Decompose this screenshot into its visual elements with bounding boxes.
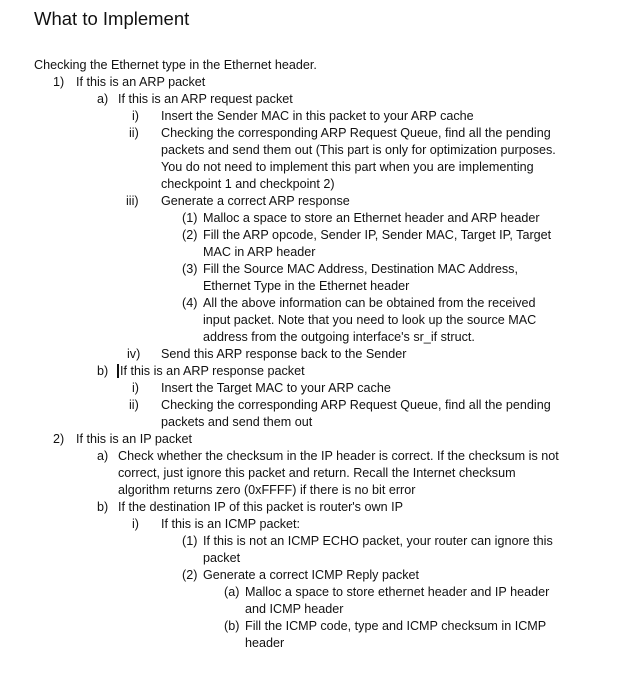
list-marker-1a-iii: iii) [126,194,139,208]
list-marker-1b: b) [97,364,109,378]
icmp-step-line: Generate a correct ICMP Reply packet [203,568,420,582]
list-marker-2b-i: i) [132,517,139,531]
arp-response-heading: If this is an ARP response packet [120,364,305,378]
list-marker-step-2: (2) [182,228,198,242]
list-marker-icmp-step-1: (1) [182,534,198,548]
text-cursor [117,364,119,378]
icmp-substep-line: and ICMP header [245,602,344,616]
icmp-substep-line: Fill the ICMP code, type and ICMP checksum in ICMP [245,619,547,633]
list-marker-step-1: (1) [182,211,198,225]
arp-response-substep-line: Malloc a space to store an Ethernet header and ARP header [203,211,540,225]
arp-response-substep-line: All the above information can be obtained from the received [203,296,536,310]
icmp-step-line: If this is not an ICMP ECHO packet, your router can ignore this [203,534,553,548]
icmp-substep-line: Malloc a space to store ethernet header and IP header [245,585,550,599]
ip-checksum-line: Check whether the checksum in the IP header is correct. If the checksum is not [118,449,559,463]
arp-request-step-iv: Send this ARP response back to the Sender [161,347,407,361]
list-marker-1b-i: i) [132,381,139,395]
list-marker-step-4: (4) [182,296,198,310]
page-title: What to Implement [34,8,190,29]
arp-response-step-i: Insert the Target MAC to your ARP cache [161,381,391,395]
intro-text: Checking the Ethernet type in the Ethernet header. [34,58,317,72]
arp-request-heading: If this is an ARP request packet [118,92,293,106]
ip-heading: If this is an IP packet [76,432,192,446]
list-marker-step-3: (3) [182,262,198,276]
ip-destination-heading: If the destination IP of this packet is router's own IP [118,500,403,514]
arp-request-step-ii-line: Checking the corresponding ARP Request Queue, find all the pending [161,126,551,140]
arp-heading: If this is an ARP packet [76,75,206,89]
list-marker-icmp-substep-a: (a) [224,585,240,599]
list-marker-icmp-substep-b: (b) [224,619,240,633]
arp-response-substep-line: address from the outgoing interface's sr_if struct. [203,330,475,344]
ip-checksum-line: correct, just ignore this packet and return. Recall the Internet checksum [118,466,516,480]
icmp-heading: If this is an ICMP packet: [161,517,301,531]
arp-response-substep-line: MAC in ARP header [203,245,316,259]
list-marker-2: 2) [53,432,65,446]
arp-request-step-ii-line: checkpoint 1 and checkpoint 2) [161,177,335,191]
ip-checksum-line: algorithm returns zero (0xFFFF) if there is no bit error [118,483,416,497]
arp-response-substep-line: input packet. Note that you need to look up the source MAC [203,313,537,327]
list-marker-2b: b) [97,500,109,514]
list-marker-1: 1) [53,75,65,89]
list-marker-icmp-step-2: (2) [182,568,198,582]
arp-request-step-ii-line: You do not need to implement this part when you are implementing [161,160,534,174]
list-marker-1a: a) [97,92,109,106]
arp-response-step-ii-line: Checking the corresponding ARP Request Queue, find all the pending [161,398,551,412]
list-marker-1b-ii: ii) [129,398,139,412]
list-marker-1a-ii: ii) [129,126,139,140]
list-marker-1a-i: i) [132,109,139,123]
arp-response-substep-line: Fill the Source MAC Address, Destination MAC Address, [203,262,518,276]
icmp-substep-line: header [245,636,285,650]
arp-response-substep-line: Ethernet Type in the Ethernet header [203,279,410,293]
arp-response-substep-line: Fill the ARP opcode, Sender IP, Sender MAC, Target IP, Target [203,228,552,242]
arp-request-step-i: Insert the Sender MAC in this packet to your ARP cache [161,109,474,123]
list-marker-1a-iv: iv) [127,347,141,361]
arp-request-step-ii-line: packets and send them out (This part is only for optimization purposes. [161,143,556,157]
arp-request-step-iii: Generate a correct ARP response [161,194,350,208]
arp-response-step-ii-line: packets and send them out [161,415,313,429]
list-marker-2a: a) [97,449,109,463]
icmp-step-line: packet [203,551,241,565]
